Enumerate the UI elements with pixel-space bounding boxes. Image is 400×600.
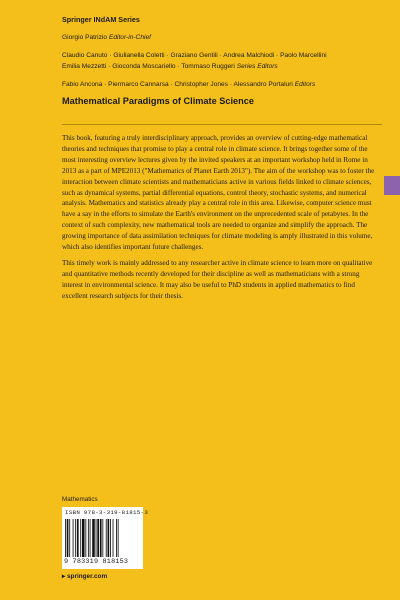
arrow-icon: ▸ xyxy=(62,573,66,580)
blurb-paragraph-1: This book, featuring a truly interdisciplinary approach, provides an overview of cutting-edge mathematical theories and techniques that promise to play a central role in climate science. It brings together some of the most interesting overview lectures given by the invited speakers at an important workshop held in Rome in 2013 as a part of MPE2013 ("Mathematics of Planet Earth 2013"). The aim of the workshop was to foster the interaction between climate scientists and mathematicians active in various fields linked to climate sciences, such as dynamical systems, partial differential equations, control theory, stochastic systems, and numerical analysis. Mathematics and statistics already play a central role in this area. Likewise, computer science must have a say in the efforts to simulate the Earth's environment on the unprecedented scale of petabytes. In the context of such complexity, new mathematical tools are needed to organize and simplify the approach. The growing importance of data assimilation techniques for climate modeling is amply illustrated in this volume, which also identifies important future challenges. xyxy=(62,134,375,252)
series-editors-line-1: Claudio Canuto · Giulianella Coletti · Graziano Gentili · Andrea Malchiodi · Paolo Marcellini xyxy=(62,51,327,59)
barcode-number: 9 783319 818153 xyxy=(64,558,129,566)
series-name: Springer INdAM Series xyxy=(62,15,140,24)
series-editors-role: Series Editors xyxy=(236,63,278,70)
barcode-image xyxy=(65,519,140,557)
editor-in-chief-role: Editor-in-Chief xyxy=(108,34,151,41)
series-editors-names: Emilia Mezzetti · Gioconda Moscariello · Tommaso Ruggeri xyxy=(62,63,235,70)
subject-label: Mathematics xyxy=(62,496,98,503)
barcode-box xyxy=(62,507,149,569)
volume-editors-names: Fabio Ancona · Piermarco Cannarsa · Christopher Jones · Alessandro Portaluri xyxy=(62,80,293,88)
website-text: springer.com xyxy=(67,573,108,580)
volume-editors-role: Editors xyxy=(294,80,316,88)
side-color-tab xyxy=(384,176,400,195)
editor-in-chief-name: Giorgio Patrizio xyxy=(62,34,108,41)
divider-rule xyxy=(62,124,382,125)
volume-editors-line xyxy=(62,79,382,91)
blurb-paragraph-2: This timely work is mainly addressed to any researcher active in climate science to learn more on qualitative and quantitative methods recently developed for their discipline as well as mathematicians with a strong interest in environmental science. It may also be useful to PhD students in applied mathematics to find excellent research subjects for their thesis. xyxy=(62,258,373,300)
editor-in-chief-line xyxy=(62,32,382,44)
blurb xyxy=(62,133,377,307)
website-link[interactable] xyxy=(62,572,107,580)
book-title: Mathematical Paradigms of Climate Science xyxy=(62,96,254,106)
isbn-text: ISBN 978-3-319-81815-3 xyxy=(65,509,149,516)
series-editors-line-2 xyxy=(62,61,382,73)
header xyxy=(62,15,382,106)
